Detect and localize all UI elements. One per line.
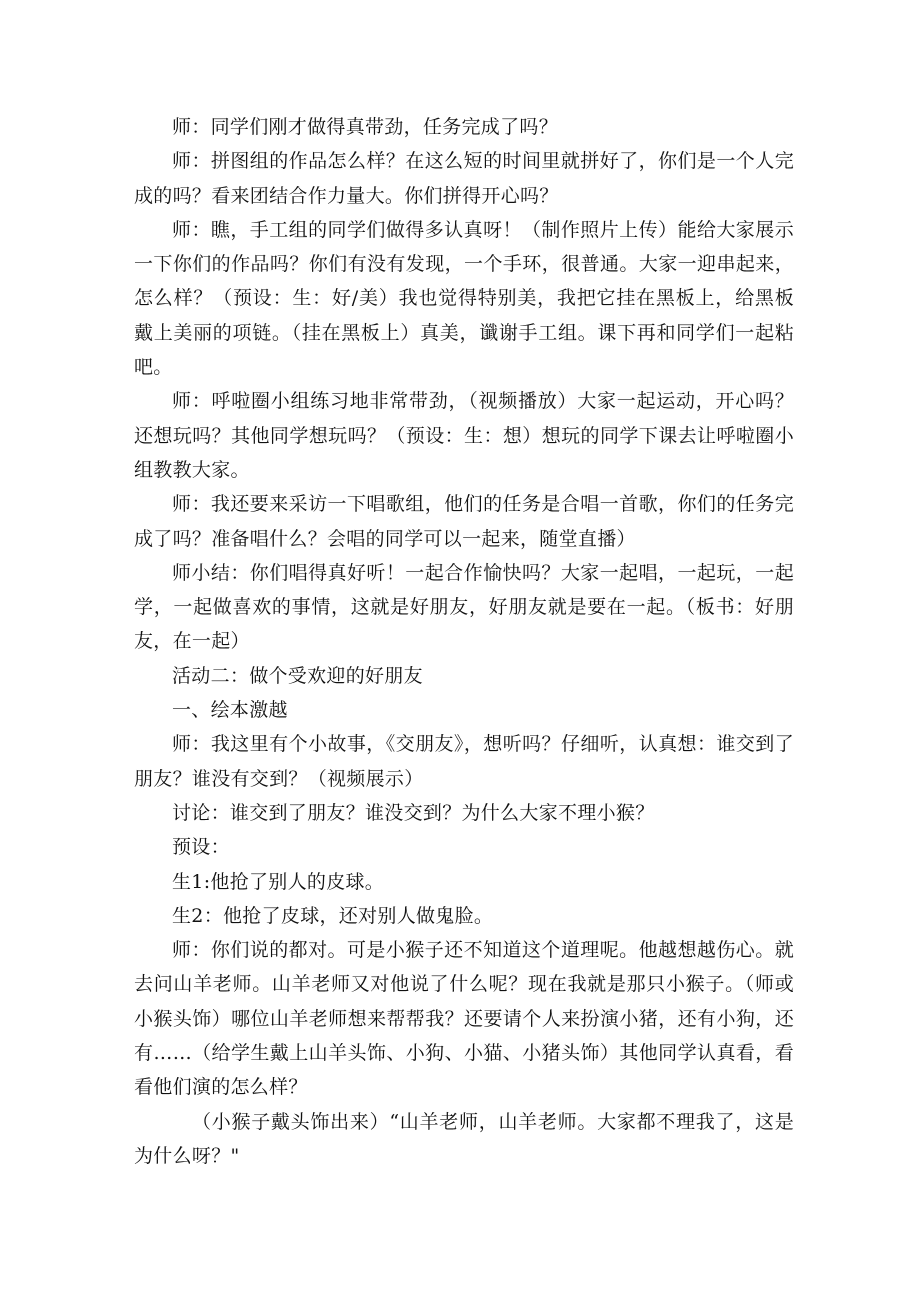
heading-activity-two: 活动二：做个受欢迎的好朋友	[172, 664, 423, 687]
paragraph-role-play: 师：你们说的都对。可是小猴子还不知道这个道理呢。他越想越伤心。就去问山羊老师。山羊老师又对他说了什么呢？现在我就是那只小猴子。（师或小猴头饰）哪位山羊老师想来帮帮我？还要请个人来扮演小猪，还有小狗，还有……（给学生戴上山羊头饰、小狗、小猫、小猪头饰）其他同学认真看，看看他们演的怎么样？	[134, 939, 794, 1099]
paragraph-discussion: 讨论：谁交到了朋友？谁没交到？为什么大家不理小猴？	[172, 801, 655, 824]
document-body	[134, 110, 794, 1173]
paragraph-student-two: 生2：他抢了皮球，还对别人做鬼脸。	[172, 904, 494, 927]
paragraph-story-intro: 师：我这里有个小故事，《交朋友》，想听吗？仔细听，认真想：谁交到了朋友？谁没有交到？（视频展示）	[134, 733, 794, 790]
paragraph-student-one: 生1:他抢了别人的皮球。	[172, 870, 385, 893]
paragraph-preset-label: 预设：	[172, 836, 230, 859]
paragraph-handcraft-group: 师：瞧，手工组的同学们做得多认真呀！（制作照片上传）能给大家展示一下你们的作品吗？你们有没有发现，一个手环，很普通。大家一迎串起来，怎么样？（预设：生：好/美）我也觉得特别美，我把它挂在黑板上，给黑板戴上美丽的项链。（挂在黑板上）真美，谶谢手工组。课下再和同学们一起粘吧。	[134, 218, 794, 379]
paragraph-puzzle-group: 师：拼图组的作品怎么样？在这么短的时间里就拼好了，你们是一个人完成的吗？看来团结合作力量大。你们拼得开心吗？	[134, 150, 794, 207]
paragraph-monkey-question: （小猴子戴头饰出来）“山羊老师，山羊老师。大家都不理我了，这是为什么呀？"	[134, 1110, 794, 1167]
paragraph-singing-group: 师：我还要来采访一下唱歌组，他们的任务是合唱一首歌，你们的任务完成了吗？准备唱什么？会唱的同学可以一起来，随堂直播）	[134, 493, 794, 550]
heading-picture-book: 一、绘本激越	[172, 699, 288, 722]
paragraph-teacher-summary: 师小结：你们唱得真好听！一起合作愉快吗？大家一起唱，一起玩，一起学，一起做喜欢的事情，这就是好朋友，好朋友就是要在一起。（板书：好朋友，在一起）	[134, 561, 794, 653]
paragraph-hula-hoop-group: 师：呼啦圈小组练习地非常带劲，（视频播放）大家一起运动，开心吗？还想玩吗？其他同学想玩吗？（预设：生：想）想玩的同学下课去让呼啦圈小组教教大家。	[134, 390, 794, 481]
paragraph-teacher-task-complete: 师：同学们刚才做得真带劲，任务完成了吗？	[172, 116, 559, 138]
